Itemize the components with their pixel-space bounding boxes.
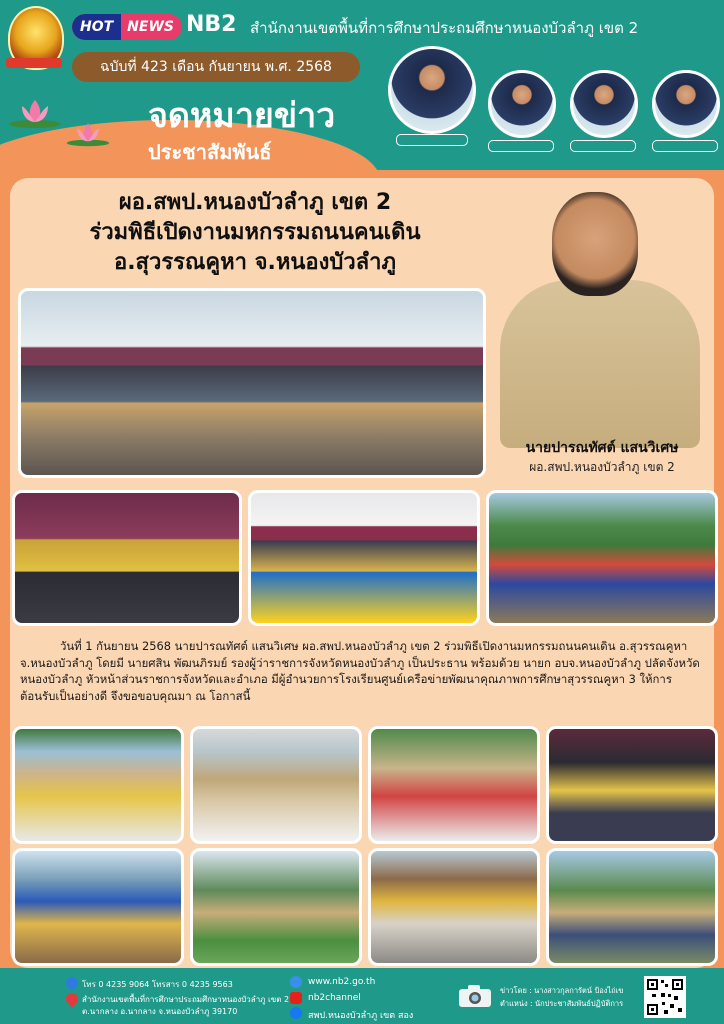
event-photo [12, 726, 184, 844]
event-photo [486, 490, 718, 626]
director-photo [500, 188, 700, 448]
footer-address-1: สำนักงานเขตพื้นที่การศึกษาประถมศึกษาหนองบัวลำภู เขต 2 [82, 995, 290, 1004]
footer-address-2: ต.นากลาง อ.นากลาง จ.หนองบัวลำภู 39170 [82, 1007, 238, 1016]
footer-website[interactable]: www.nb2.go.th [308, 977, 376, 987]
hot-news-badge [72, 14, 182, 40]
executive-portrait [652, 70, 720, 138]
footer-youtube[interactable]: nb2channel [308, 993, 361, 1003]
phone-icon [66, 977, 78, 989]
footer-credit-author: ข่าวโดย : นางสาวกุลการัตน์ ป้องไถ่เข [500, 986, 624, 995]
executive-name-tag [652, 140, 718, 152]
badge-news: NEWS [127, 19, 174, 35]
lotus-icon [66, 120, 110, 148]
globe-icon [290, 976, 302, 988]
executive-name-tag [396, 134, 468, 146]
camera-icon [458, 984, 492, 1008]
youtube-icon [290, 992, 302, 1004]
executive-name-tag [570, 140, 636, 152]
footer-facebook[interactable]: สพป.หนองบัวลำภู เขต สอง [308, 1011, 414, 1021]
facebook-icon [290, 1007, 302, 1019]
office-name: สำนักงานเขตพื้นที่การศึกษาประถมศึกษาหนองบัวลำภู เขต 2 [250, 19, 639, 37]
headline-line-2: ร่วมพิธีเปิดงานมหกรรมถนนคนเดิน [89, 220, 421, 245]
footer-phone: โทร 0 4235 9064 โทรสาร 0 4235 9563 [82, 980, 233, 989]
event-photo [12, 490, 242, 626]
badge-hot: HOT [72, 14, 121, 40]
newsletter-title: จดหมายข่าว [148, 96, 336, 136]
qr-code-icon[interactable] [644, 976, 686, 1018]
director-uniform [500, 280, 700, 448]
executive-name-tag [488, 140, 554, 152]
director-head [552, 192, 638, 296]
issue-label: ฉบับที่ 423 เดือน กันยายน พ.ศ. 2568 [72, 52, 360, 82]
footer-credit-position: ตำแหน่ง : นักประชาสัมพันธ์ปฏิบัติการ [500, 999, 624, 1008]
event-photo [368, 848, 540, 966]
headline-line-3: อ.สุวรรณคูหา จ.หนองบัวลำภู [113, 250, 397, 275]
event-photo [546, 848, 718, 966]
event-photo [190, 726, 362, 844]
article-body: วันที่ 1 กันยายน 2568 นายปารณทัศต์ แสนวิเศษ ผอ.สพป.หนองบัวลำภู เขต 2 ร่วมพิธีเปิดงานมหกรรมถนนคนเดิน อ.สุวรรณคูหา จ.หนองบัวลำภู โดยมี นายศสิน พัฒนภิรมย์ รองผู้ว่าราชการจังหวัดหนองบัวลำภู เป็นประธาน พร้อมด้วย นายก อบจ.หนองบัวลำภู ปลัดจังหวัดหนองบัวลำภู หัวหน้าส่วนราชการจังหวัดและอำเภอ มีผู้อำนวยการโรงเรียนศูนย์เครือข่ายพัฒนาคุณภาพการศึกษาสุวรรณคูหา 3 ให้การต้อนรับเป็นอย่างดี จึงขอขอบคุณมา ณ โอกาสนี้ [20, 639, 700, 703]
brand-label: NB2 [186, 12, 237, 37]
event-photo [12, 848, 184, 966]
executive-portrait [570, 70, 638, 138]
newsletter-subtitle: ประชาสัมพันธ์ [148, 140, 272, 164]
director-position: ผอ.สพป.หนองบัวลำภู เขต 2 [529, 460, 675, 474]
event-photo [190, 848, 362, 966]
event-photo [546, 726, 718, 844]
lotus-icon [8, 98, 62, 128]
executive-portrait [388, 46, 476, 134]
logo-ribbon [6, 58, 62, 68]
event-group-photo [18, 288, 486, 478]
event-photo [248, 490, 480, 626]
executive-portrait [488, 70, 556, 138]
director-name: นายปารณทัศต์ แสนวิเศษ [525, 440, 679, 456]
headline-line-1: ผอ.สพป.หนองบัวลำภู เขต 2 [118, 190, 392, 215]
event-photo [368, 726, 540, 844]
